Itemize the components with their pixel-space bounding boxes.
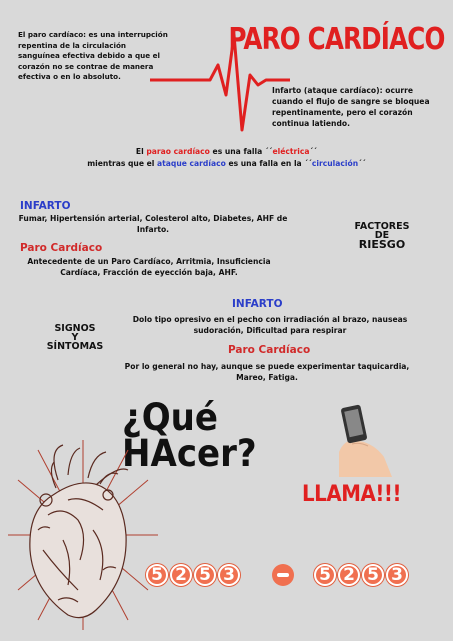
symptoms-label: SIGNOS Y SÍNTOMAS [46,323,104,352]
comparison-line-2: mientras que el ataque cardíaco es una falla en la ´´circulación´´ [87,159,366,168]
anatomical-heart-icon [8,440,158,630]
phone-digit: 3 [386,564,408,586]
phone-digit: 5 [146,564,168,586]
comparison-line-1: El parao cardíaco es una falla ´´eléctrica´´ [135,147,318,156]
risk-paro-text: Antecedente de un Paro Cardíaco, Arritmia, Insuficiencia Cardíaca, Fracción de eyección baja, AHF. [27,257,271,277]
phone-digit: 5 [314,564,336,586]
risk-label: FACTORES DE RIESGO [354,221,410,251]
symptoms-paro-title: Paro Cardíaco [228,344,311,356]
phone-digit: 2 [170,564,192,586]
symptoms-paro-text: Por lo general no hay, aunque se puede experimentar taquicardia, Mareo, Fatiga. [124,362,410,382]
what-to-do-heading: ¿Qué HAcer? [122,396,257,475]
phone-digit: 2 [338,564,360,586]
symptoms-infarto-text: Dolo tipo opresivo en el pecho con irradiación al brazo, nauseas sudoración, Dificultad para respirar [132,315,408,335]
risk-infarto-text: Fumar, Hipertensión arterial, Colesterol alto, Diabetes, AHF de Infarto. [18,214,288,234]
risk-paro-title: Paro Cardíaco [20,242,103,254]
risk-infarto-title: INFARTO [20,200,71,212]
phone-digit: 5 [362,564,384,586]
phone-number[interactable] [146,564,416,590]
call-to-action: LLAMA!!! [302,482,402,507]
infarto-definition: Infarto (ataque cardíaco): ocurre cuando el flujo de sangre se bloquea repentinamente, pero el corazón continua latiendo. [272,86,430,128]
phone-digit: 3 [218,564,240,586]
symptoms-infarto-title: INFARTO [232,298,283,310]
phone-digit: 5 [194,564,216,586]
page-title: PARO CARDÍACO [228,22,445,57]
hand-phone-icon [334,402,394,477]
phone-dash [272,564,294,586]
intro-paragraph: El paro cardíaco: es una interrupción repentina de la circulación sanguínea efectiva debido a que el corazón no se contrae de manera efectiva o en lo absoluto. [18,30,168,81]
